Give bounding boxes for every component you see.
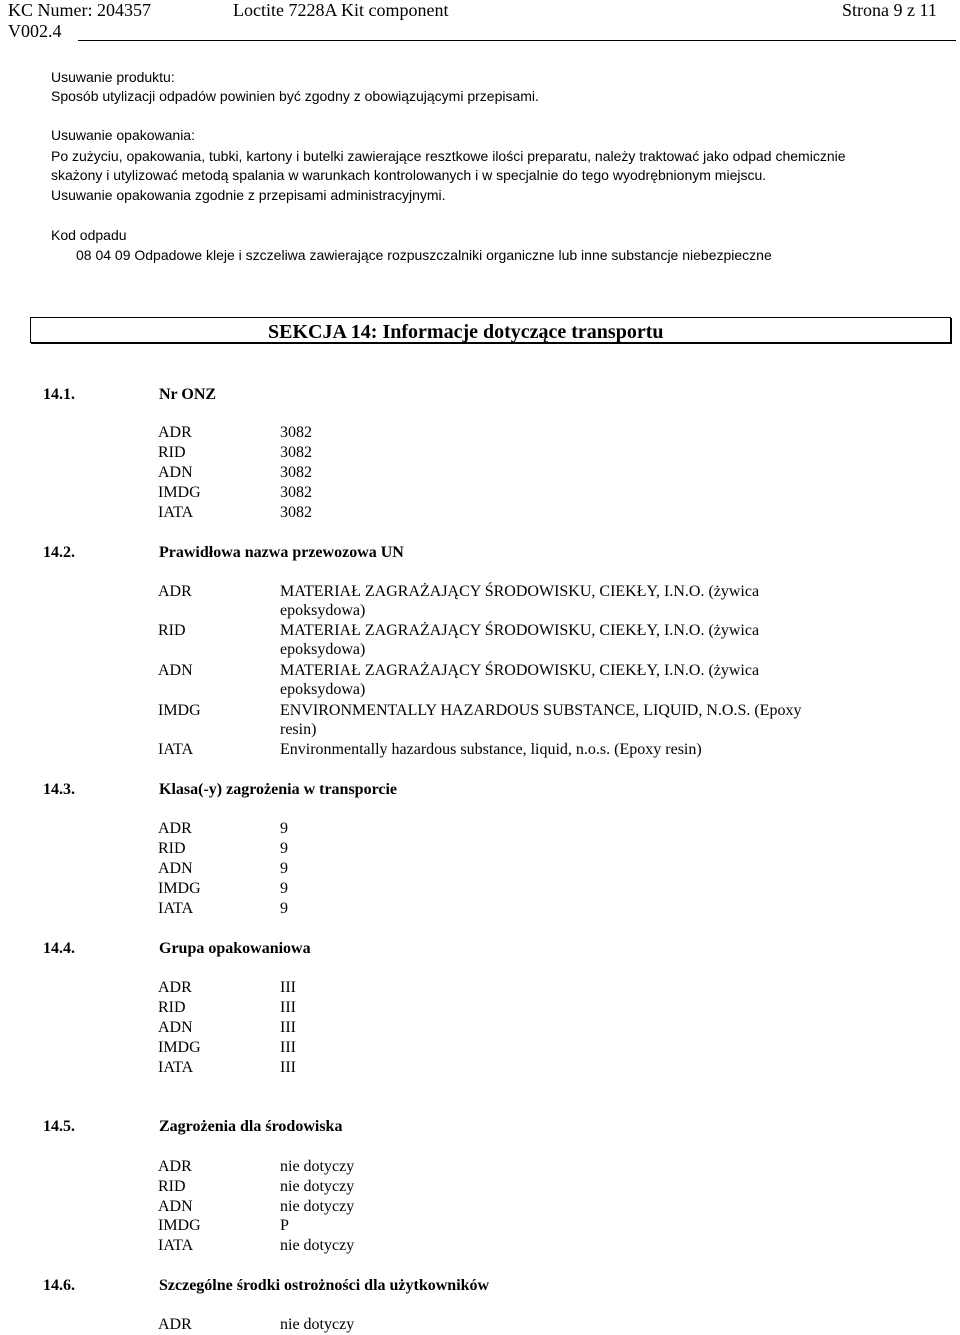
section-14-title: SEKCJA 14: Informacje dotyczące transportu <box>268 321 664 343</box>
s143-value-rid: 9 <box>280 840 288 857</box>
s145-value-iata: nie dotyczy <box>280 1237 355 1254</box>
s145-title: Zagrożenia dla środowiska <box>159 1118 343 1135</box>
s142-value-adr-line2: epoksydowa) <box>280 602 366 619</box>
s145-number: 14.5. <box>43 1118 75 1135</box>
s142-label-imdg: IMDG <box>158 702 201 719</box>
s143-title: Klasa(-y) zagrożenia w transporcie <box>159 781 398 798</box>
s144-value-iata: III <box>280 1059 296 1076</box>
s144-label-adn: ADN <box>158 1019 193 1036</box>
s144-label-adr: ADR <box>158 979 192 996</box>
s144-label-rid: RID <box>158 999 186 1016</box>
s142-label-rid: RID <box>158 622 186 639</box>
s142-value-iata-line1: Environmentally hazardous substance, liquid, n.o.s. (Epoxy resin) <box>280 741 702 758</box>
packaging-disposal-title: Usuwanie opakowania: <box>51 127 195 143</box>
s141-label-iata: IATA <box>158 504 194 521</box>
s144-value-imdg: III <box>280 1039 296 1056</box>
waste-code-title: Kod odpadu <box>51 227 127 243</box>
s141-label-adr: ADR <box>158 424 192 441</box>
s142-value-imdg-line2: resin) <box>280 721 317 738</box>
s145-value-adr: nie dotyczy <box>280 1158 355 1175</box>
s146-title: Szczególne środki ostrożności dla użytkowników <box>159 1277 490 1294</box>
s145-label-iata: IATA <box>158 1237 194 1254</box>
s141-label-imdg: IMDG <box>158 484 201 501</box>
s145-label-adr: ADR <box>158 1158 192 1175</box>
packaging-disposal-line-3: Usuwanie opakowania zgodnie z przepisami administracyjnymi. <box>51 187 446 203</box>
s141-title: Nr ONZ <box>159 386 217 403</box>
s141-value-rid: 3082 <box>280 444 312 461</box>
s142-value-adn-line2: epoksydowa) <box>280 681 366 698</box>
s142-value-rid-line2: epoksydowa) <box>280 641 366 658</box>
s142-value-adn-line1: MATERIAŁ ZAGRAŻAJĄCY ŚRODOWISKU, CIEKŁY, I.N.O. (żywica <box>280 662 760 679</box>
product-disposal-text: Sposób utylizacji odpadów powinien być zgodny z obowiązującymi przepisami. <box>51 88 539 104</box>
s143-value-imdg: 9 <box>280 880 288 897</box>
section-14-banner <box>30 317 951 343</box>
s144-number: 14.4. <box>43 940 75 957</box>
waste-code-text: 08 04 09 Odpadowe kleje i szczeliwa zawierające rozpuszczalniki organiczne lub inne substancje niebezpieczne <box>76 247 772 263</box>
s142-value-imdg-line1: ENVIRONMENTALLY HAZARDOUS SUBSTANCE, LIQUID, N.O.S. (Epoxy <box>280 702 802 719</box>
s141-value-adn: 3082 <box>280 464 312 481</box>
s145-value-imdg: P <box>280 1217 289 1234</box>
s142-label-adn: ADN <box>158 662 193 679</box>
s142-label-iata: IATA <box>158 741 194 758</box>
kc-number: KC Numer: 204357 <box>8 0 151 20</box>
s141-value-imdg: 3082 <box>280 484 312 501</box>
s143-value-adn: 9 <box>280 860 288 877</box>
s141-value-adr: 3082 <box>280 424 312 441</box>
version-label: V002.4 <box>8 21 62 41</box>
s141-number: 14.1. <box>43 386 75 403</box>
s145-value-rid: nie dotyczy <box>280 1178 355 1195</box>
s144-title: Grupa opakowaniowa <box>159 940 311 957</box>
s145-label-imdg: IMDG <box>158 1217 201 1234</box>
s141-label-adn: ADN <box>158 464 193 481</box>
page-number: Strona 9 z 11 <box>842 0 937 20</box>
s143-value-iata: 9 <box>280 900 288 917</box>
s143-label-adn: ADN <box>158 860 193 877</box>
product-name: Loctite 7228A Kit component <box>233 0 449 20</box>
s142-number: 14.2. <box>43 544 75 561</box>
s143-label-rid: RID <box>158 840 186 857</box>
s145-label-adn: ADN <box>158 1198 193 1215</box>
product-disposal-title: Usuwanie produktu: <box>51 69 175 85</box>
s146-label-adr: ADR <box>158 1316 192 1333</box>
s143-label-adr: ADR <box>158 820 192 837</box>
packaging-disposal-line-1: Po zużyciu, opakowania, tubki, kartony i butelki zawierające resztkowe ilości preparatu, należy traktować jako odpad chemicznie <box>51 148 846 164</box>
s146-number: 14.6. <box>43 1277 75 1294</box>
s144-value-adr: III <box>280 979 296 996</box>
s143-value-adr: 9 <box>280 820 288 837</box>
s145-value-adn: nie dotyczy <box>280 1198 355 1215</box>
s144-label-imdg: IMDG <box>158 1039 201 1056</box>
packaging-disposal-line-2: skażony i utylizować metodą spalania w warunkach kontrolowanych i w specjalnie do tego wyodrębnionym miejscu. <box>51 167 767 183</box>
s142-label-adr: ADR <box>158 583 192 600</box>
s145-label-rid: RID <box>158 1178 186 1195</box>
s143-label-iata: IATA <box>158 900 194 917</box>
s143-label-imdg: IMDG <box>158 880 201 897</box>
s142-value-rid-line1: MATERIAŁ ZAGRAŻAJĄCY ŚRODOWISKU, CIEKŁY, I.N.O. (żywica <box>280 622 760 639</box>
s141-value-iata: 3082 <box>280 504 312 521</box>
s142-value-adr-line1: MATERIAŁ ZAGRAŻAJĄCY ŚRODOWISKU, CIEKŁY, I.N.O. (żywica <box>280 583 760 600</box>
s144-value-adn: III <box>280 1019 296 1036</box>
s142-title: Prawidłowa nazwa przewozowa UN <box>159 544 404 561</box>
s143-number: 14.3. <box>43 781 75 798</box>
s141-label-rid: RID <box>158 444 186 461</box>
s146-value-adr: nie dotyczy <box>280 1316 355 1333</box>
s144-label-iata: IATA <box>158 1059 194 1076</box>
header-divider <box>78 40 956 41</box>
s144-value-rid: III <box>280 999 296 1016</box>
